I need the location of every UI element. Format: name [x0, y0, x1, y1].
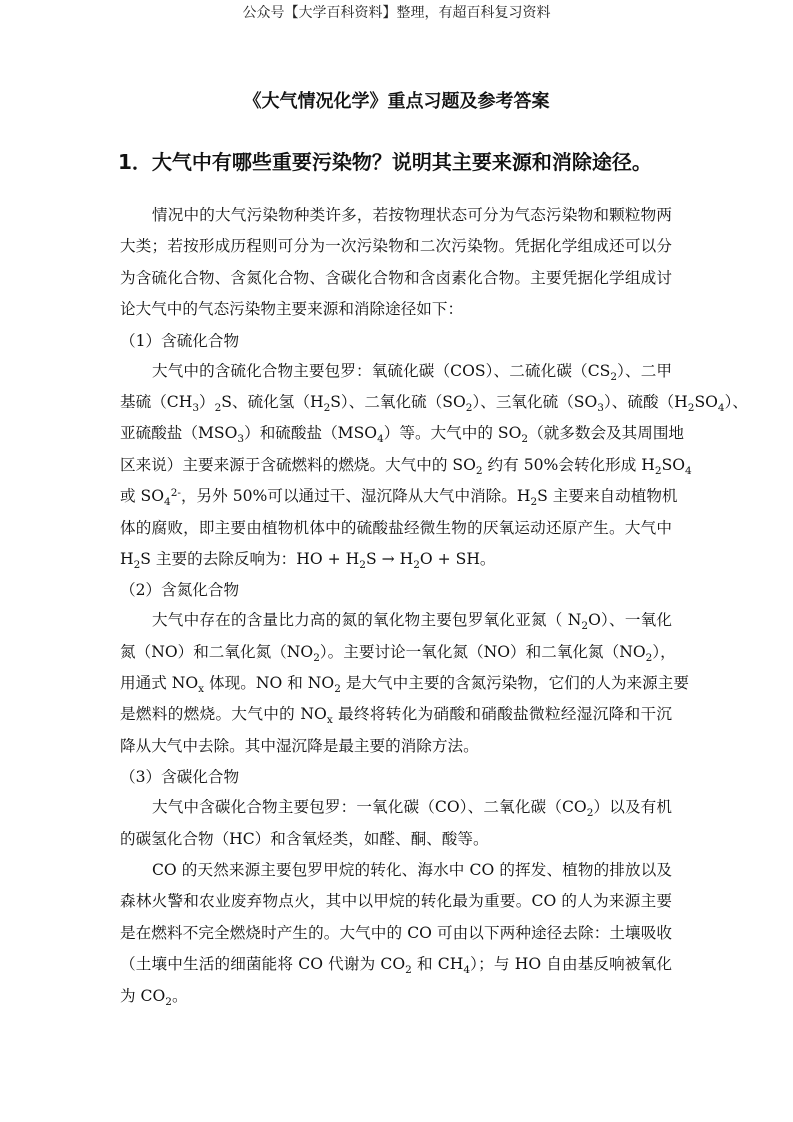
- subscript: 2: [645, 651, 653, 664]
- section-heading: （3）含碳化合物: [120, 768, 240, 787]
- paragraph: [120, 200, 672, 326]
- section-heading: （2）含氮化合物: [120, 581, 240, 600]
- subscript: 3: [237, 433, 245, 446]
- text-line: [120, 918, 672, 949]
- subscript: 2: [465, 401, 473, 414]
- text-run: ）、硫酸（H: [603, 392, 688, 411]
- subscript: 2: [475, 464, 483, 477]
- subscript: 2: [165, 995, 172, 1008]
- document-title: 《大气情况化学》重点习题及参考答案: [243, 91, 550, 112]
- subscript: 2: [405, 964, 412, 977]
- text-run: （就多数会及其周围地: [528, 424, 685, 443]
- text-run: CO 的天然来源主要包罗甲烷的转化、海水中 CO 的挥发、植物的排放以及: [152, 861, 672, 880]
- text-line: [120, 200, 672, 231]
- paragraph: [120, 855, 672, 1012]
- subscript: x: [326, 714, 333, 727]
- text-run: ）；与 HO 自由基反响被氧化: [470, 955, 672, 974]
- paragraph: [120, 605, 689, 762]
- text-run: 。: [171, 986, 188, 1005]
- paragraph: [120, 792, 672, 855]
- text-line: [120, 263, 672, 294]
- text-run: SO: [694, 392, 718, 411]
- text-line: [120, 792, 672, 823]
- subscript: 2: [687, 401, 695, 414]
- text-run: 区来说）主要来源于含硫燃料的燃烧。大气中的 SO: [120, 455, 476, 474]
- question-heading: 1．大气中有哪些重要污染物？说明其主要来源和消除途径。: [118, 150, 652, 174]
- subscript: 2: [654, 464, 662, 477]
- text-line: [120, 294, 672, 325]
- subscript: 2: [413, 558, 420, 571]
- text-run: ）以及有机: [593, 798, 672, 817]
- section-heading: （1）含硫化合物: [120, 331, 240, 350]
- subscript: 2: [313, 651, 320, 664]
- text-run: 约有 50%会转化形成 H: [482, 455, 655, 474]
- subscript: 2: [359, 558, 366, 571]
- text-run: ），: [652, 642, 676, 661]
- subscript: x: [198, 683, 205, 696]
- text-line: [120, 481, 678, 512]
- text-run: 是大气中主要的含氮污染物，它们的人为来源主要: [340, 674, 689, 693]
- text-run: S → H: [365, 549, 414, 568]
- subscript: 3: [597, 401, 604, 414]
- subscript: 2: [521, 433, 529, 446]
- subscript: 4: [463, 964, 471, 977]
- text-line: [120, 450, 692, 481]
- subscript: 4: [164, 496, 171, 509]
- text-run: 大气中含碳化合物主要包罗：一氧化碳（CO）、二氧化碳（CO: [152, 798, 587, 817]
- text-line: [120, 886, 672, 917]
- subscript: 2: [323, 401, 331, 414]
- text-line: [120, 544, 672, 575]
- subscript: 4: [717, 401, 725, 414]
- text-line: [120, 731, 672, 762]
- text-line: [120, 418, 685, 449]
- text-run: S 主要来自动植物机: [537, 487, 678, 506]
- text-run: ）、二甲: [617, 361, 673, 380]
- text-line: [120, 824, 672, 855]
- text-run: 是燃料的燃烧。大气中的 NO: [120, 705, 327, 724]
- text-line: [120, 668, 689, 699]
- text-run: 体的腐败，即主要由植物机体中的硫酸盐经微生物的厌氧运动还原产生。大气中: [120, 518, 672, 537]
- text-run: ）等。大气中的 SO: [383, 424, 522, 443]
- text-run: 森林火警和农业废弃物点火，其中以甲烷的转化最为重要。CO 的人为来源主要: [120, 892, 672, 911]
- text-run: O + SH。: [419, 549, 496, 568]
- text-run: 是在燃料不完全燃烧时产生的。大气中的 CO 可由以下两种途径去除：土壤吸收: [120, 923, 672, 942]
- text-line: [120, 356, 672, 387]
- text-line: [120, 981, 672, 1012]
- text-run: ，另外 50%可以通过干、湿沉降从大气中消除。H: [180, 487, 531, 506]
- text-run: 体现。NO 和 NO: [204, 674, 335, 693]
- text-run: S、硫化氢（H: [221, 392, 324, 411]
- subscript: 4: [377, 433, 384, 446]
- text-run: 用通式 NO: [120, 674, 199, 693]
- text-line: [120, 855, 672, 886]
- subscript: 2: [581, 620, 589, 633]
- text-run: SO: [661, 455, 686, 474]
- text-run: （土壤中生活的细菌能将 CO 代谢为 CO: [120, 955, 406, 974]
- subscript: 3: [192, 401, 199, 414]
- text-run: 为含硫化合物、含氮化合物、含碳化合物和含卤素化合物。主要凭据化学组成讨: [120, 268, 672, 287]
- document-body: [120, 200, 748, 1012]
- text-run: 大气中存在的含量比力高的氮的氧化物主要包罗氧化亚氮（ N: [152, 611, 582, 630]
- text-run: 论大气中的气态污染物主要来源和消除途径如下：: [120, 300, 464, 319]
- text-line: [120, 231, 672, 262]
- text-line: [120, 699, 672, 730]
- text-run: 氮（NO）和二氧化氮（NO: [120, 642, 314, 661]
- subscript: 2: [610, 370, 618, 383]
- text-run: ）和硫酸盐（MSO: [244, 424, 378, 443]
- text-run: 和 CH: [411, 955, 464, 974]
- text-line: [120, 513, 672, 544]
- text-run: S 主要的去除反响为：HO + H: [140, 549, 360, 568]
- subscript: 2: [530, 496, 538, 509]
- text-run: 大类；若按形成历程则可分为一次污染物和二次污染物。凭据化学组成还可以分: [120, 237, 672, 256]
- subscript: 2: [334, 683, 341, 696]
- text-run: ）: [199, 392, 215, 411]
- subscript: 2: [133, 558, 141, 571]
- text-run: ）、三氧化硫（SO: [472, 392, 598, 411]
- text-run: 亚硫酸盐（MSO: [120, 424, 238, 443]
- text-run: ）、: [724, 392, 748, 411]
- superscript: 2-: [170, 487, 181, 500]
- text-run: 最终将转化为硝酸和硝酸盐微粒经湿沉降和干沉: [332, 705, 672, 724]
- subscript: 2: [586, 807, 594, 820]
- text-run: 情况中的大气污染物种类许多，若按物理状态可分为气态污染物和颗粒物两: [152, 206, 672, 224]
- subscript: 4: [685, 464, 692, 477]
- subscript: 2: [214, 401, 222, 414]
- text-run: O）、一氧化: [588, 611, 673, 630]
- text-run: 降从大气中去除。其中湿沉降是最主要的消除方法。: [120, 736, 479, 755]
- text-run: S）、二氧化硫（SO: [330, 392, 466, 411]
- text-line: [120, 605, 672, 636]
- text-run: H: [120, 549, 134, 568]
- text-run: 基硫（CH: [120, 392, 193, 411]
- text-line: [120, 637, 676, 668]
- text-line: [120, 387, 748, 418]
- text-run: 的碳氢化合物（HC）和含氧烃类，如醛、酮、酸等。: [120, 829, 489, 848]
- paragraph: [120, 356, 748, 576]
- text-run: ）。主要讨论一氧化氮（NO）和二氧化氮（NO: [319, 642, 646, 661]
- text-run: 或 SO: [120, 487, 165, 506]
- header-note: 公众号【大学百科资料】整理，有超百科复习资料: [242, 5, 551, 21]
- text-run: 为 CO: [120, 986, 166, 1005]
- text-line: [120, 949, 672, 980]
- text-run: 大气中的含硫化合物主要包罗：氧硫化碳（COS）、二硫化碳（CS: [152, 361, 611, 380]
